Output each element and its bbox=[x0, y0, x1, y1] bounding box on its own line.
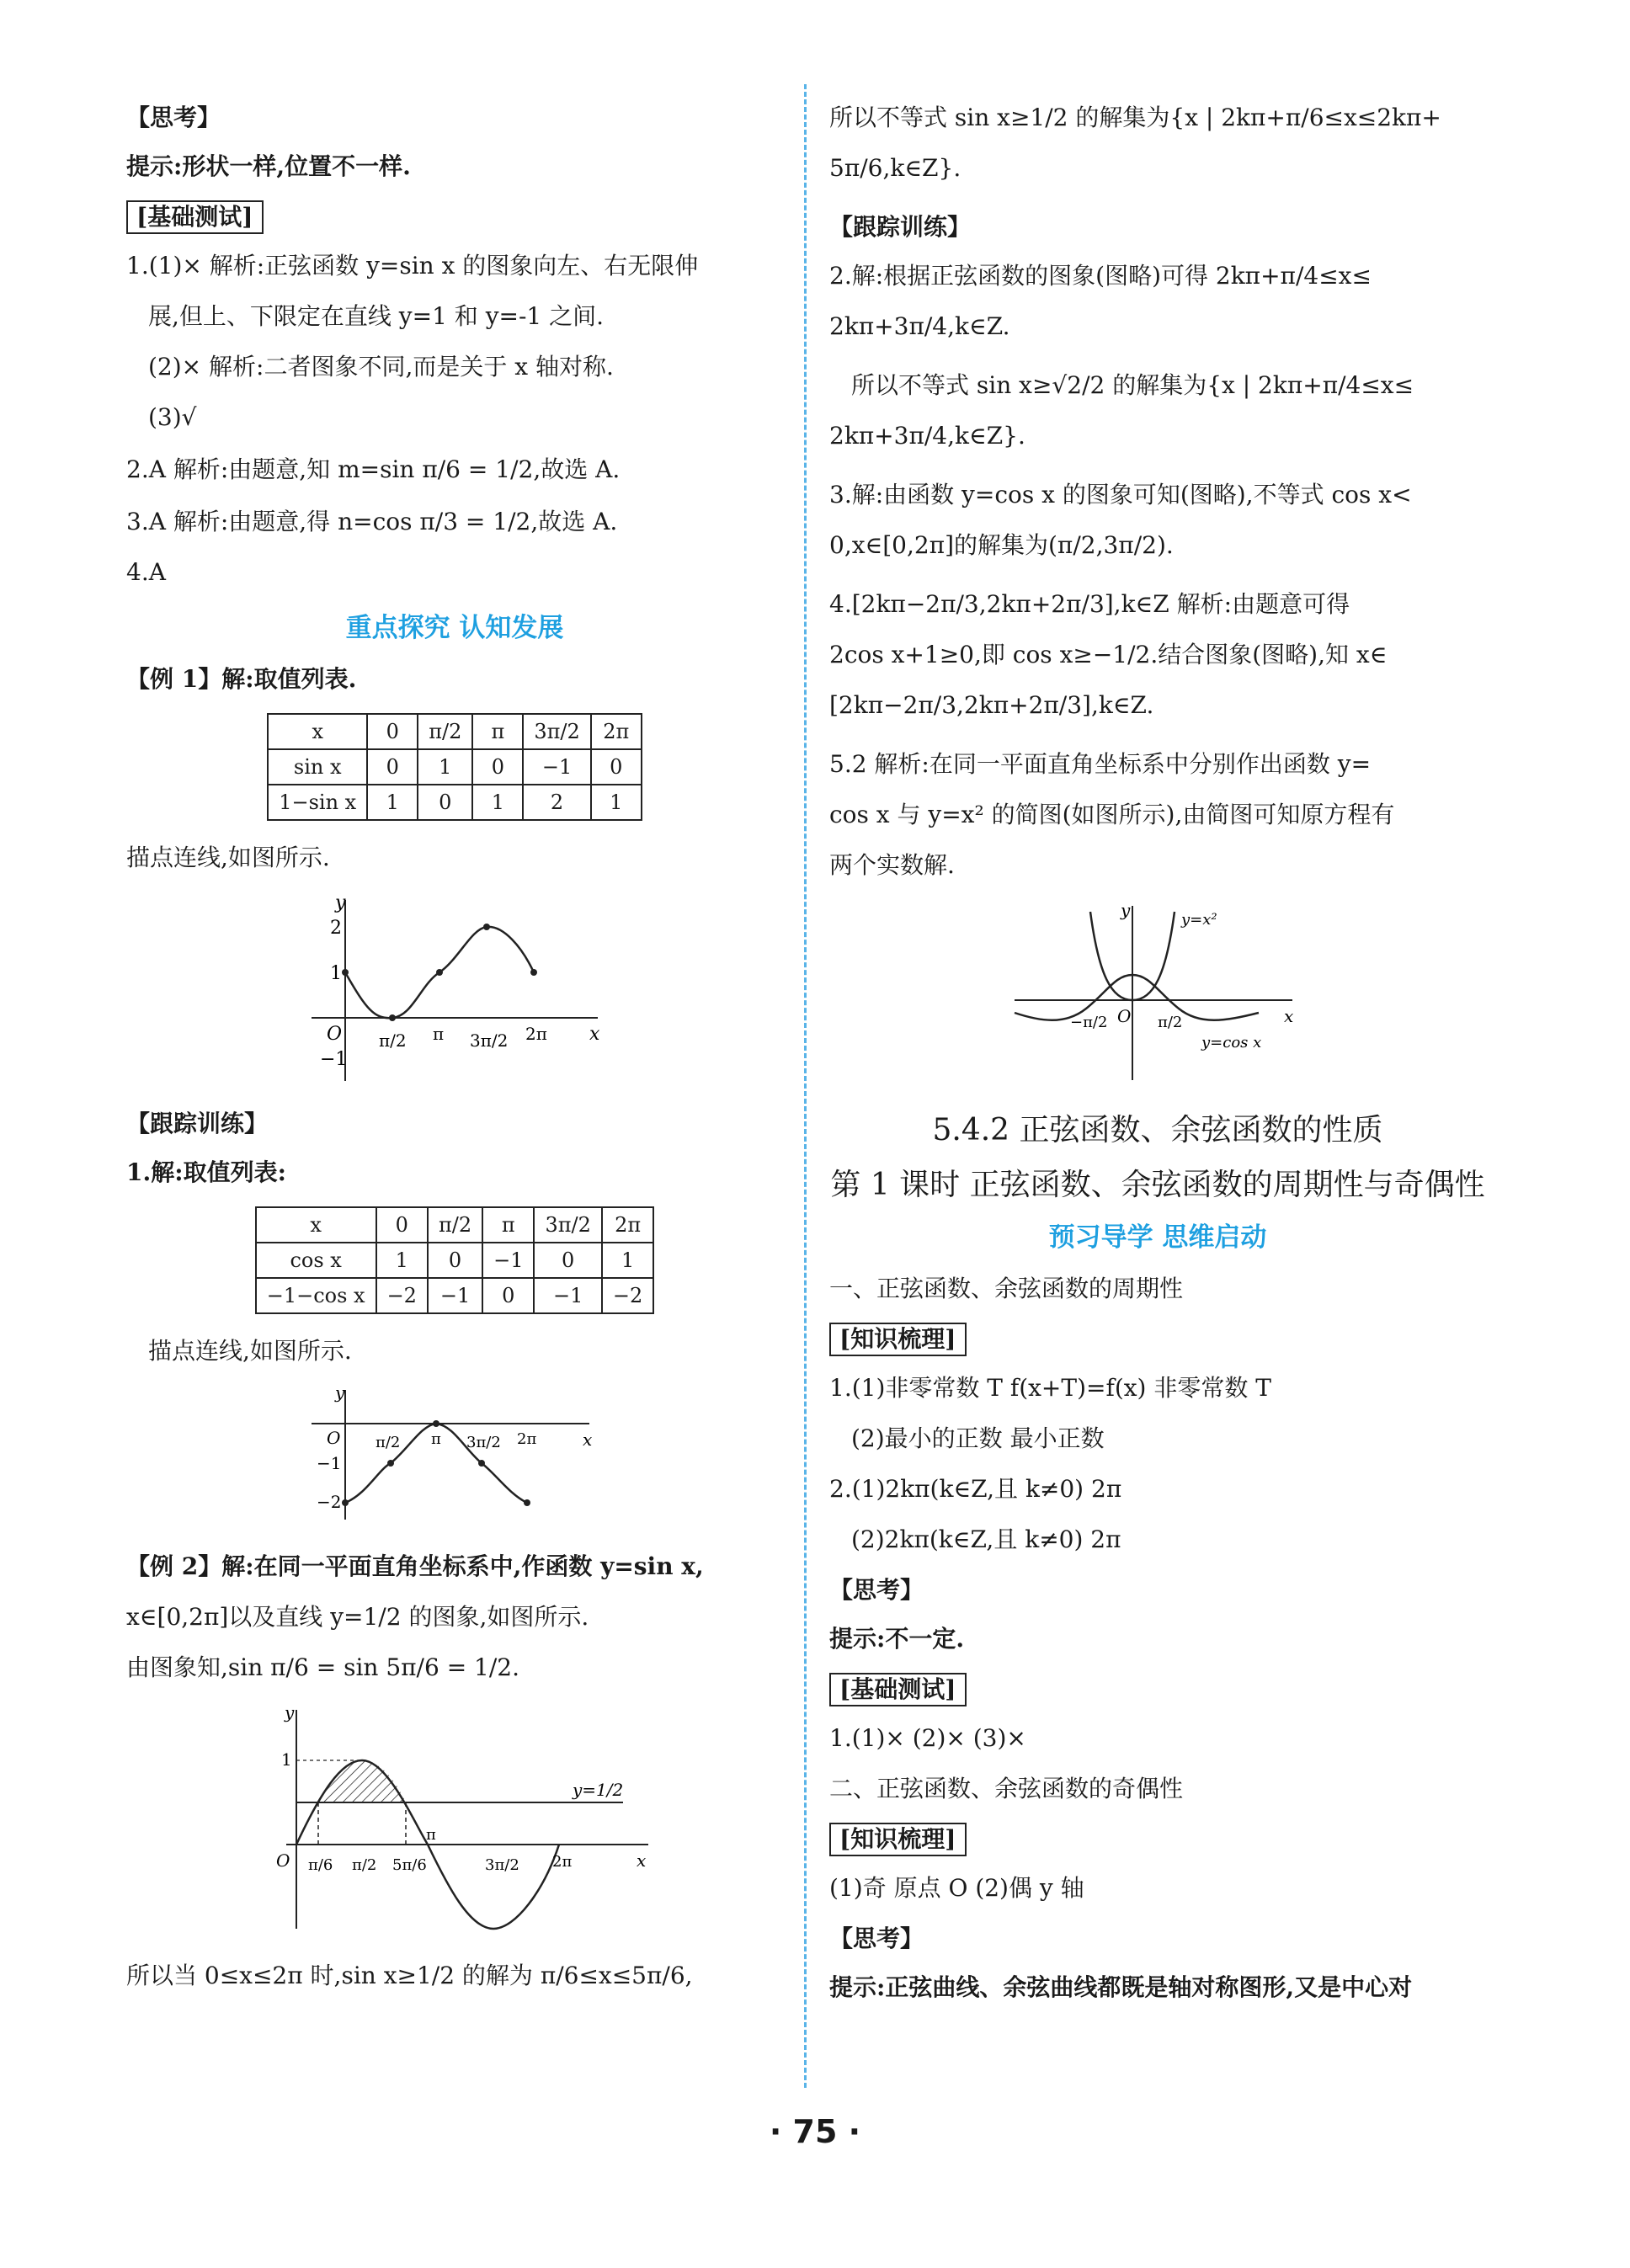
table-cell: 1 bbox=[376, 1243, 428, 1278]
table-cell: 1−sin x bbox=[268, 785, 367, 820]
answer-line: 2.(1)2kπ(k∈Z,且 k≠0) 2π bbox=[829, 1475, 1122, 1503]
table-cell: 0 bbox=[428, 1243, 482, 1278]
tick-label: 2 bbox=[330, 918, 342, 939]
track-heading: 【跟踪训练】 bbox=[829, 213, 972, 241]
track-1-heading: 1.解:取值列表: bbox=[126, 1158, 286, 1186]
answer-line: 2.解:根据正弦函数的图象(图略)可得 2kπ+π/4≤x≤ bbox=[829, 262, 1372, 290]
caption: 描点连线,如图所示. bbox=[148, 1337, 352, 1365]
tick-label: −π/2 bbox=[1070, 1014, 1108, 1031]
table-cell: 0 bbox=[376, 1207, 428, 1243]
graph-3-sin-vs-half bbox=[253, 1701, 657, 1937]
table-cell: 3π/2 bbox=[523, 714, 590, 749]
table-cell: π/2 bbox=[428, 1207, 482, 1243]
origin-label: O bbox=[327, 1024, 343, 1045]
answer-line: 5π/6,k∈Z}. bbox=[829, 154, 961, 182]
answer-line: (2)2kπ(k∈Z,且 k≠0) 2π bbox=[851, 1525, 1121, 1553]
left-column bbox=[126, 101, 783, 2010]
table-cell: 0 bbox=[472, 749, 523, 785]
table-cell: −1 bbox=[534, 1278, 601, 1313]
cosine-curve bbox=[1015, 975, 1259, 1020]
x-label: x bbox=[583, 1429, 593, 1450]
tick-label: π/2 bbox=[352, 1856, 377, 1874]
answer-line: 3.解:由函数 y=cos x 的图象可知(图略),不等式 cos x< bbox=[829, 481, 1412, 508]
basic-test-heading: [基础测试] bbox=[829, 1673, 967, 1706]
page-number: · 75 · bbox=[769, 2113, 861, 2150]
tick-label: π bbox=[426, 1826, 436, 1844]
tick-label: π/2 bbox=[1158, 1014, 1183, 1031]
think-heading: 【思考】 bbox=[126, 104, 221, 131]
graph-1-minus-sin bbox=[286, 892, 623, 1085]
answer-line: cos x 与 y=x² 的简图(如图所示),由简图可知原方程有 bbox=[829, 801, 1395, 828]
table-cell: −1 bbox=[428, 1278, 482, 1313]
answer-line: x∈[0,2π]以及直线 y=1/2 的图象,如图所示. bbox=[126, 1603, 589, 1631]
think-heading: 【思考】 bbox=[829, 1576, 924, 1604]
answer-line: 0,x∈[0,2π]的解集为(π/2,3π/2). bbox=[829, 531, 1174, 559]
tick-label: 3π/2 bbox=[485, 1856, 519, 1874]
point bbox=[478, 1460, 485, 1467]
tick-label: 2π bbox=[552, 1853, 573, 1871]
answer-line: 1.(1)× 解析:正弦函数 y=sin x 的图象向左、右无限伸 bbox=[126, 252, 699, 280]
table-cell: 3π/2 bbox=[534, 1207, 601, 1243]
point bbox=[530, 969, 537, 976]
answer-line: (3)√ bbox=[148, 403, 197, 431]
point bbox=[433, 1420, 439, 1427]
answer-line: 由图象知,sin π/6 = sin 5π/6 = 1/2. bbox=[126, 1653, 520, 1681]
table-cell: cos x bbox=[256, 1243, 376, 1278]
tick-label: π/2 bbox=[379, 1030, 407, 1051]
line-label: y=1/2 bbox=[573, 1780, 624, 1800]
answer-line: 4.A bbox=[126, 558, 166, 586]
y-label: y bbox=[285, 1702, 295, 1722]
table-cell: −1−cos x bbox=[256, 1278, 376, 1313]
table-cell: 0 bbox=[418, 785, 472, 820]
x-label: x bbox=[589, 1024, 600, 1045]
answer-line: 展,但上、下限定在直线 y=1 和 y=-1 之间. bbox=[148, 302, 605, 330]
hint-line: 提示:不一定. bbox=[829, 1625, 965, 1653]
sub-heading: 二、正弦函数、余弦函数的奇偶性 bbox=[829, 1775, 1184, 1802]
table-cell: 0 bbox=[591, 749, 642, 785]
answer-line: 2.A 解析:由题意,知 m=sin π/6 = 1/2,故选 A. bbox=[126, 455, 621, 483]
answer-line: 1.(1)× (2)× (3)× bbox=[829, 1724, 1026, 1752]
table-cell: 0 bbox=[534, 1243, 601, 1278]
table-cell: 1 bbox=[591, 785, 642, 820]
graph-4-cos-vs-parabola bbox=[1006, 899, 1309, 1084]
tick-label: π bbox=[433, 1024, 445, 1044]
table-cell: −2 bbox=[602, 1278, 653, 1313]
answer-line: 所以不等式 sin x≥1/2 的解集为{x | 2kπ+π/6≤x≤2kπ+ bbox=[829, 104, 1441, 131]
table-cell: x bbox=[268, 714, 367, 749]
table-cell: 2π bbox=[602, 1207, 653, 1243]
tick-label: π/2 bbox=[376, 1434, 401, 1451]
tick-label: 1 bbox=[330, 963, 342, 984]
point bbox=[524, 1499, 530, 1506]
table-cell: 1 bbox=[418, 749, 472, 785]
knowledge-heading: [知识梳理] bbox=[829, 1823, 967, 1856]
table-cell: 1 bbox=[602, 1243, 653, 1278]
point bbox=[387, 1460, 394, 1467]
point bbox=[436, 969, 443, 976]
answer-line: 2cos x+1≥0,即 cos x≥−1/2.结合图象(图略),知 x∈ bbox=[829, 641, 1388, 668]
table-cell: 2 bbox=[523, 785, 590, 820]
graph-2-minus-cos bbox=[303, 1385, 606, 1528]
tick-label: −2 bbox=[317, 1492, 342, 1512]
knowledge-heading: [知识梳理] bbox=[829, 1323, 967, 1356]
table-cell: 0 bbox=[482, 1278, 534, 1313]
table-cell: 1 bbox=[472, 785, 523, 820]
table-cell: −1 bbox=[523, 749, 590, 785]
answer-line: [2kπ−2π/3,2kπ+2π/3],k∈Z. bbox=[829, 691, 1154, 719]
tick-label: π bbox=[431, 1430, 441, 1448]
section-title: 5.4.2 正弦函数、余弦函数的性质 bbox=[932, 1113, 1383, 1147]
table-cell: −1 bbox=[482, 1243, 534, 1278]
answer-line: 2kπ+3π/4,k∈Z}. bbox=[829, 422, 1025, 450]
table-cell: π/2 bbox=[418, 714, 472, 749]
tick-label: 3π/2 bbox=[466, 1434, 501, 1451]
example-1-heading: 【例 1】解:取值列表. bbox=[126, 665, 357, 693]
hint-line: 提示:形状一样,位置不一样. bbox=[126, 152, 411, 180]
cos-label: y=cos x bbox=[1201, 1034, 1262, 1051]
sub-heading: 一、正弦函数、余弦函数的周期性 bbox=[829, 1275, 1184, 1302]
think-heading: 【思考】 bbox=[829, 1925, 924, 1952]
answer-line: 4.[2kπ−2π/3,2kπ+2π/3],k∈Z 解析:由题意可得 bbox=[829, 590, 1350, 618]
x-label: x bbox=[637, 1850, 647, 1871]
table-cell: 0 bbox=[367, 749, 418, 785]
answer-line: 所以不等式 sin x≥√2/2 的解集为{x | 2kπ+π/4≤x≤ bbox=[851, 371, 1414, 399]
answer-line: 所以当 0≤x≤2π 时,sin x≥1/2 的解为 π/6≤x≤5π/6, bbox=[126, 1962, 693, 1989]
track-heading: 【跟踪训练】 bbox=[126, 1110, 269, 1137]
tick-label: 2π bbox=[517, 1430, 537, 1448]
tick-label: 2π bbox=[525, 1024, 547, 1044]
section-heading: 重点探究 认知发展 bbox=[345, 613, 564, 643]
tick-label: 1 bbox=[281, 1749, 292, 1770]
tick-label: −1 bbox=[317, 1453, 342, 1473]
hint-line: 提示:正弦曲线、余弦曲线都既是轴对称图形,又是中心对 bbox=[829, 1973, 1413, 2001]
answer-line: 5.2 解析:在同一平面直角坐标系中分别作出函数 y= bbox=[829, 750, 1372, 778]
answer-line: 1.(1)非零常数 T f(x+T)=f(x) 非零常数 T bbox=[829, 1374, 1271, 1402]
answer-line: (2)最小的正数 最小正数 bbox=[851, 1424, 1105, 1452]
table-cell: 0 bbox=[367, 714, 418, 749]
answer-line: (1)奇 原点 O (2)偶 y 轴 bbox=[829, 1874, 1084, 1902]
point bbox=[483, 924, 490, 930]
tick-label: 3π/2 bbox=[470, 1030, 509, 1051]
answer-line: (2)× 解析:二者图象不同,而是关于 x 轴对称. bbox=[148, 353, 614, 381]
tick-label: −1 bbox=[320, 1049, 348, 1070]
table-cell: π bbox=[482, 1207, 534, 1243]
example-2-heading: 【例 2】解:在同一平面直角坐标系中,作函数 y=sin x, bbox=[126, 1552, 704, 1580]
tick-label: π/6 bbox=[308, 1856, 333, 1874]
answer-line: 两个实数解. bbox=[829, 851, 955, 879]
y-label: y bbox=[335, 892, 346, 913]
right-column bbox=[829, 101, 1486, 2021]
point bbox=[342, 969, 349, 976]
section-heading: 预习导学 思维启动 bbox=[1048, 1222, 1267, 1253]
y-label: y bbox=[335, 1385, 345, 1403]
origin-label: O bbox=[276, 1850, 290, 1871]
x-label: x bbox=[1284, 1006, 1294, 1026]
point bbox=[389, 1014, 396, 1021]
y-label: y bbox=[1121, 900, 1131, 920]
table-cell: x bbox=[256, 1207, 376, 1243]
value-table-2 bbox=[255, 1206, 655, 1314]
column-divider bbox=[804, 84, 807, 2088]
answer-line: 2kπ+3π/4,k∈Z. bbox=[829, 312, 1010, 340]
table-cell: 2π bbox=[591, 714, 642, 749]
caption: 描点连线,如图所示. bbox=[126, 844, 330, 871]
table-cell: π bbox=[472, 714, 523, 749]
point bbox=[342, 1499, 349, 1506]
table-cell: −2 bbox=[376, 1278, 428, 1313]
answer-line: 3.A 解析:由题意,得 n=cos π/3 = 1/2,故选 A. bbox=[126, 508, 618, 535]
origin-label: O bbox=[1117, 1006, 1132, 1026]
basic-test-heading: [基础测试] bbox=[126, 200, 264, 234]
parabola-label: y=x² bbox=[1181, 911, 1217, 929]
origin-label: O bbox=[327, 1428, 341, 1448]
lesson-title: 第 1 课时 正弦函数、余弦函数的周期性与奇偶性 bbox=[830, 1168, 1485, 1202]
table-cell: 1 bbox=[367, 785, 418, 820]
table-cell: sin x bbox=[268, 749, 367, 785]
value-table-1 bbox=[267, 713, 642, 821]
tick-label: 5π/6 bbox=[392, 1856, 427, 1874]
